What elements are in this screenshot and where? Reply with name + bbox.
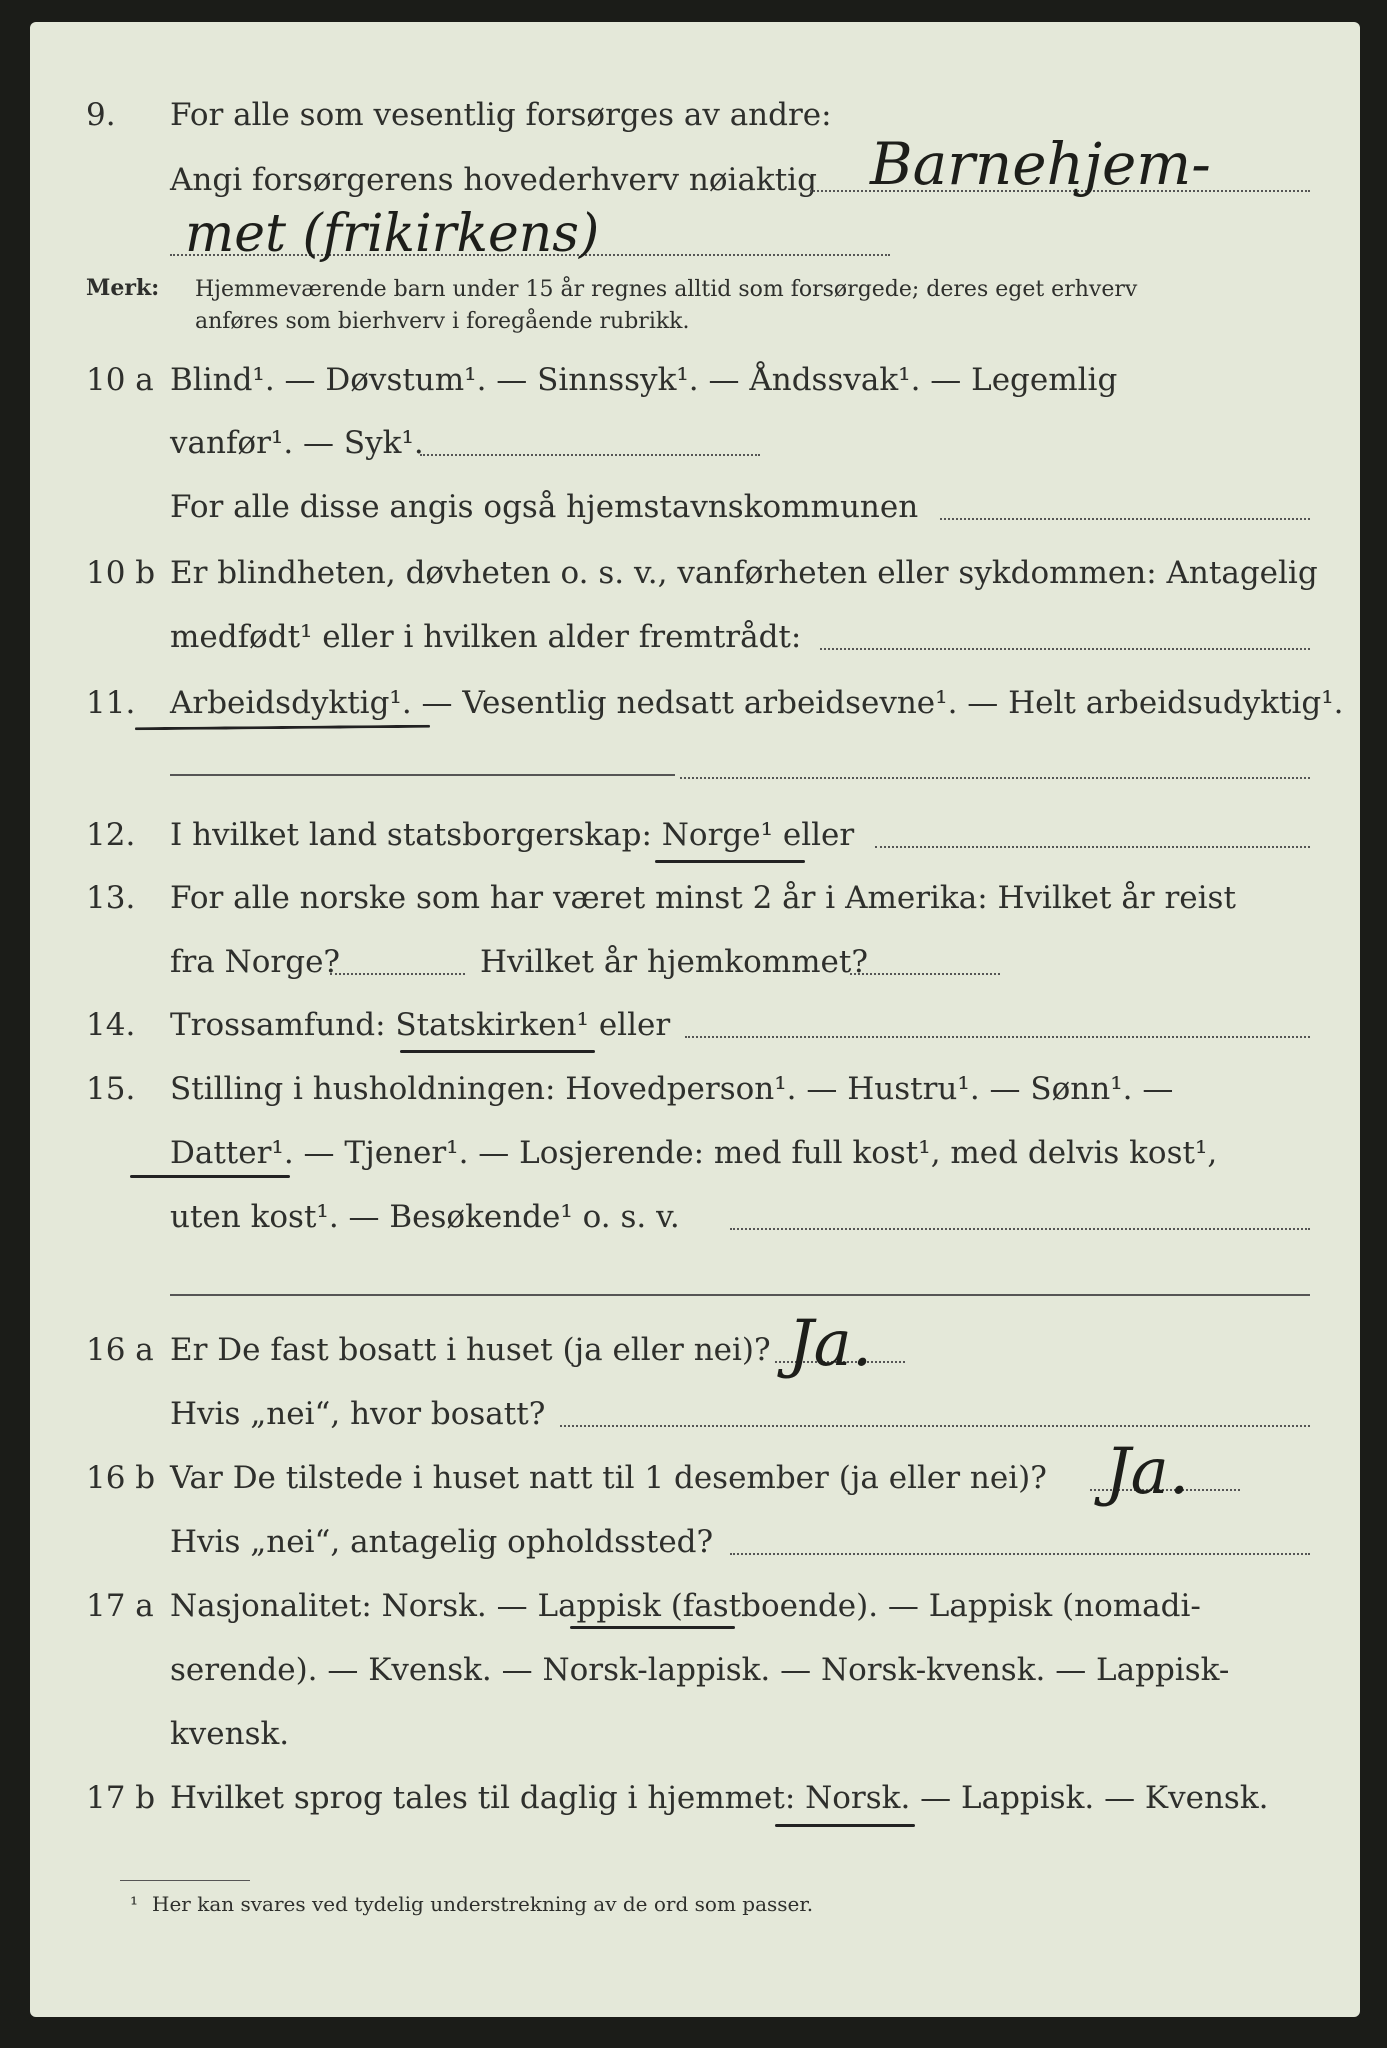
q15-row1	[30, 1071, 1360, 1119]
q11-answer-line-b[interactable]	[680, 777, 1310, 779]
q13-text-line2a: fra Norge?	[170, 944, 341, 980]
q10a-row3	[30, 489, 1360, 537]
q16b-opholdssted-answer-line[interactable]	[730, 1553, 1310, 1555]
footnote-mark: ¹	[130, 1892, 139, 1916]
q12-text-line1: I hvilket land statsborgerskap: Norge¹ eller	[170, 817, 855, 853]
q14-answer-line[interactable]	[685, 1036, 1310, 1038]
q13-number: 13.	[86, 880, 136, 916]
q17a-row2	[30, 1652, 1360, 1700]
q10b-answer-line[interactable]	[820, 648, 1310, 650]
q9-handwritten-answer1: Barnehjem-	[870, 130, 1211, 198]
merk-label: Merk:	[86, 275, 160, 301]
q12-answer-line[interactable]	[875, 846, 1310, 848]
footnote-rule	[120, 1880, 250, 1881]
q16a-text-line2: Hvis „nei“, hvor bosatt?	[170, 1396, 546, 1432]
q10b-number: 10 b	[86, 555, 156, 591]
q17b-row1	[30, 1780, 1360, 1828]
q12-underline-norge	[655, 860, 805, 863]
q16b-row2	[30, 1524, 1360, 1572]
q17a-number: 17 a	[86, 1588, 154, 1624]
q10b-row2	[30, 619, 1360, 667]
q17a-underline-lappisk	[570, 1626, 735, 1629]
merk-text-line1: Hjemmeværende barn under 15 år regnes alltid som forsørgede; deres eget erhverv	[195, 277, 1138, 302]
q15-answer-line[interactable]	[730, 1228, 1310, 1230]
q16b-handwritten-answer: Ja.	[1105, 1435, 1190, 1509]
q15-text-line2: Datter¹. — Tjener¹. — Losjerende: med full kost¹, med delvis kost¹,	[170, 1135, 1218, 1171]
q13-hjemkommet-answer-line[interactable]	[850, 973, 1000, 975]
q13-text-line2b: Hvilket år hjemkommet?	[480, 944, 868, 980]
q10a-text-line2: vanfør¹. — Syk¹.	[170, 425, 424, 461]
q9-handwritten-answer2: met (frikirkens)	[185, 204, 600, 264]
q16a-row1	[30, 1332, 1360, 1380]
merk-row1	[30, 277, 1360, 307]
q15-number: 15.	[86, 1071, 136, 1107]
q16a-handwritten-answer: Ja.	[788, 1307, 873, 1381]
q10a-number: 10 a	[86, 362, 154, 398]
q13-row1	[30, 880, 1360, 928]
q16a-bosatt-answer-line[interactable]	[560, 1425, 1310, 1427]
q12-number: 12.	[86, 817, 136, 853]
q17b-number: 17 b	[86, 1780, 156, 1816]
q15-row3	[30, 1199, 1360, 1247]
q17a-text-line2: serende). — Kvensk. — Norsk-lappisk. — Norsk-kvensk. — Lappisk-	[170, 1652, 1230, 1688]
q10a-hjemstavn-answer-line[interactable]	[940, 518, 1310, 520]
q15-extra-answer-line[interactable]	[170, 1294, 1310, 1296]
census-form-page	[30, 22, 1360, 2017]
q16b-number: 16 b	[86, 1460, 156, 1496]
q10a-syk-answer-line[interactable]	[420, 454, 760, 456]
q13-reist-answer-line[interactable]	[330, 973, 465, 975]
q15-text-line3: uten kost¹. — Besøkende¹ o. s. v.	[170, 1199, 680, 1235]
q17b-underline-norsk	[775, 1824, 915, 1827]
q14-text-line1: Trossamfund: Statskirken¹ eller	[170, 1007, 671, 1043]
q13-text-line1: For alle norske som har været minst 2 år i Amerika: Hvilket år reist	[170, 880, 1236, 916]
q17b-text-line1: Hvilket sprog tales til daglig i hjemmet: Norsk. — Lappisk. — Kvensk.	[170, 1780, 1269, 1816]
q17a-text-line1: Nasjonalitet: Norsk. — Lappisk (fastboende). — Lappisk (nomadi-	[170, 1588, 1201, 1624]
q14-number: 14.	[86, 1007, 136, 1043]
q10b-text-line2: medfødt¹ eller i hvilken alder fremtrådt:	[170, 619, 802, 655]
q12-row1	[30, 817, 1360, 865]
q11-number: 11.	[86, 685, 136, 721]
q16b-text-line1: Var De tilstede i huset natt til 1 desember (ja eller nei)?	[170, 1460, 1047, 1496]
q10a-text-line1: Blind¹. — Døvstum¹. — Sinnssyk¹. — Åndssvak¹. — Legemlig	[170, 362, 1118, 398]
q14-underline-statskirken	[400, 1050, 595, 1053]
q15-text-line1: Stilling i husholdningen: Hovedperson¹. — Hustru¹. — Sønn¹. —	[170, 1071, 1174, 1107]
q10a-text-line3: For alle disse angis også hjemstavnskommunen	[170, 489, 919, 525]
q9-text-line2: Angi forsørgerens hovederhverv nøiaktig	[170, 162, 817, 198]
q16b-text-line2: Hvis „nei“, antagelig opholdssted?	[170, 1524, 714, 1560]
q10a-row2	[30, 425, 1360, 473]
q10b-row1	[30, 555, 1360, 603]
q15-underline-datter	[130, 1175, 290, 1178]
q10b-text-line1: Er blindheten, døvheten o. s. v., vanførheten eller sykdommen: Antagelig	[170, 555, 1318, 591]
q17a-row3	[30, 1716, 1360, 1764]
q10a-row1	[30, 362, 1360, 410]
merk-text-line2: anføres som bierhverv i foregående rubrikk.	[195, 309, 690, 334]
q11-answer-line-a[interactable]	[170, 774, 675, 776]
q11-text-line1: Arbeidsdyktig¹. — Vesentlig nedsatt arbeidsevne¹. — Helt arbeidsudyktig¹.	[170, 685, 1344, 721]
q9-number: 9.	[86, 97, 116, 133]
merk-row2	[30, 309, 1360, 339]
footnote-text: Her kan svares ved tydelig understrekning av de ord som passer.	[152, 1892, 814, 1916]
q14-row1	[30, 1007, 1360, 1055]
q16a-number: 16 a	[86, 1332, 154, 1368]
q16a-text-line1: Er De fast bosatt i huset (ja eller nei)?	[170, 1332, 771, 1368]
q17a-text-line3: kvensk.	[170, 1716, 290, 1752]
q13-row2	[30, 944, 1360, 992]
q9-text-line1: For alle som vesentlig forsørges av andre:	[170, 97, 832, 133]
